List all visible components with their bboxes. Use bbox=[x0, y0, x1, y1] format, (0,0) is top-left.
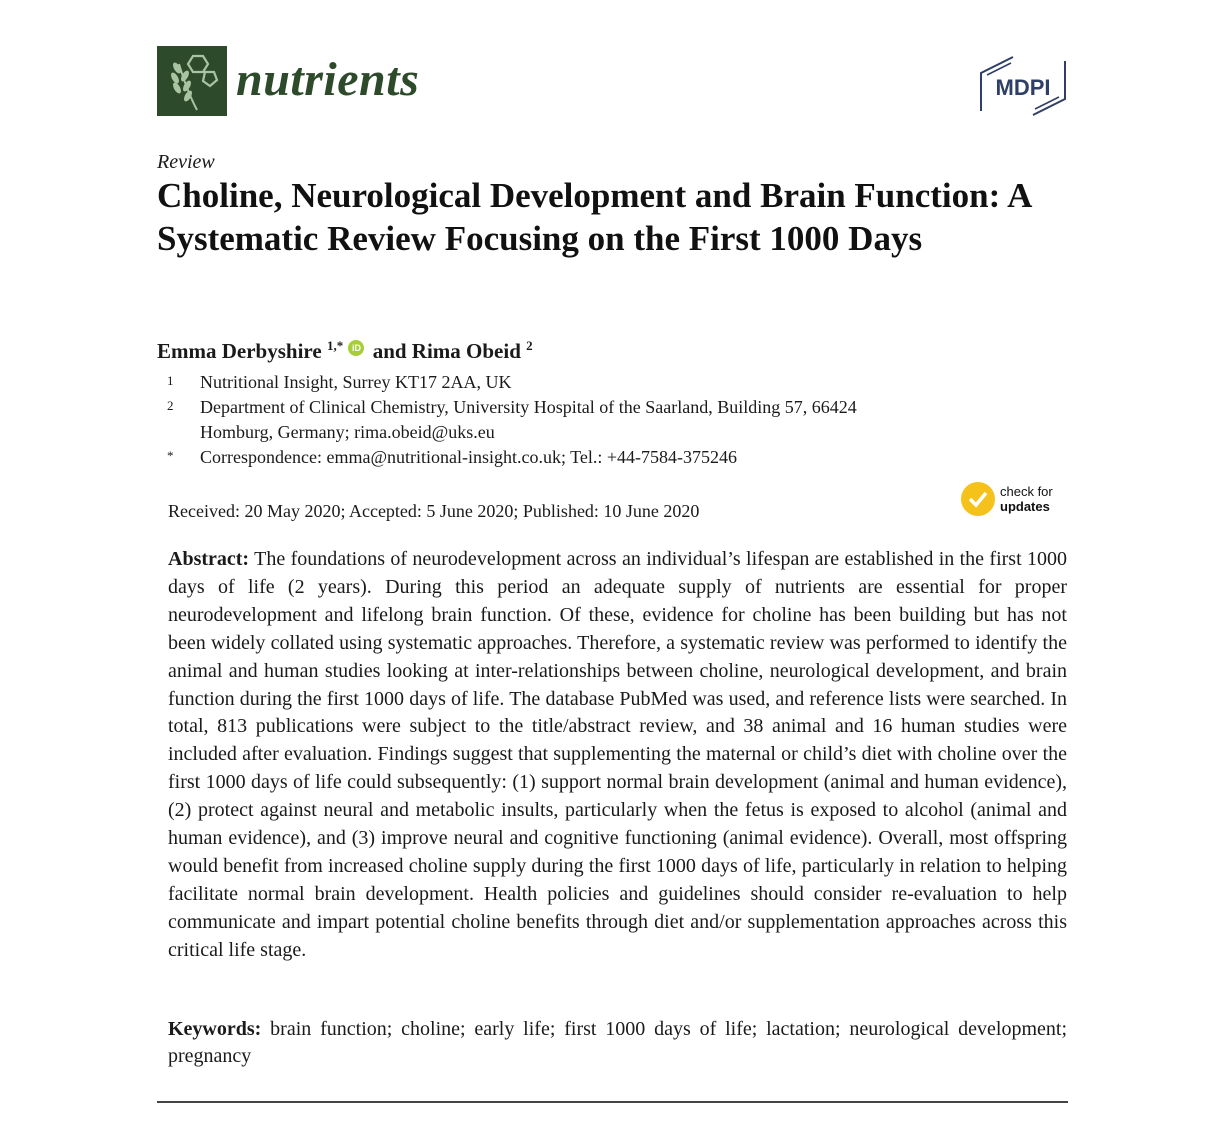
divider bbox=[157, 1101, 1068, 1103]
publication-dates: Received: 20 May 2020; Accepted: 5 June 2020; Published: 10 June 2020 bbox=[168, 501, 700, 521]
author-affiliation-mark: 2 bbox=[526, 338, 533, 353]
affiliation-list bbox=[157, 370, 900, 470]
author-connector: and bbox=[372, 339, 407, 363]
publisher-name: MDPI bbox=[995, 75, 1051, 100]
journal-name: nutrients bbox=[236, 53, 420, 106]
article-title: Choline, Neurological Development and Brain Function: A Systematic Review Focusing on the First 1000 Days bbox=[157, 176, 1031, 258]
checkmark-icon bbox=[961, 482, 995, 516]
journal-logo-icon bbox=[157, 46, 227, 116]
mdpi-logo-icon bbox=[977, 55, 1069, 117]
orcid-icon[interactable]: iD bbox=[348, 340, 364, 356]
author-name[interactable]: Emma Derbyshire bbox=[157, 339, 322, 363]
keywords-text: brain function; choline; early life; first 1000 days of life; lactation; neurological development; pregnancy bbox=[168, 1018, 1068, 1067]
keywords-label: Keywords: bbox=[168, 1018, 262, 1040]
author-list bbox=[157, 332, 533, 365]
author-name[interactable]: Rima Obeid bbox=[411, 339, 521, 363]
abstract-label: Abstract: bbox=[168, 548, 250, 570]
correspondence-item: * Correspondence: emma@nutritional-insight.co.uk; Tel.: +44-7584-375246 bbox=[167, 447, 738, 467]
affiliation-item: 2 Department of Clinical Chemistry, University Hospital of the Saarland, Building 57, 66424 Homburg, Germany; rima.obeid@uks.eu bbox=[167, 397, 857, 442]
keywords bbox=[168, 1016, 1067, 1070]
article-type: Review bbox=[157, 151, 215, 173]
author-affiliation-mark: 1,* bbox=[326, 338, 344, 353]
check-for-updates-button[interactable]: check for updates bbox=[961, 482, 1053, 516]
abstract bbox=[168, 546, 1067, 965]
affiliation-item: 1 Nutritional Insight, Surrey KT17 2AA, UK bbox=[167, 372, 512, 392]
abstract-text: The foundations of neurodevelopment across an individual’s lifespan are established in the first 1000 days of life (2 years). During this period an adequate supply of nutrients are essential for proper neurodevelopment and lifelong brain function. Of these, evidence for choline has been building but has not been widely collated using systematic approaches. Therefore, a systematic review was performed to identify the animal and human studies looking at inter-relationships between choline, neurological development, and brain function during the first 1000 days of life. The database PubMed was used, and reference lists were searched. In total, 813 publications were subject to the title/abstract review, and 38 animal and 16 human studies were included after evaluation. Findings suggest that supplementing the maternal or child’s diet with choline over the first 1000 days of life could subsequently: (1) support normal brain development (animal and human evidence), (2) protect against neural and metabolic insults, particularly when the fetus is exposed to alcohol (animal and human evidence), and (3) improve neural and cognitive functioning (animal evidence). Overall, most offspring would benefit from increased choline supply during the first 1000 days of life, particularly in relation to helping facilitate normal brain development. Health policies and guidelines should consider re-evaluation to help communicate and impart potential choline benefits through diet and/or supplementation approaches across this critical life stage. bbox=[168, 548, 1068, 961]
